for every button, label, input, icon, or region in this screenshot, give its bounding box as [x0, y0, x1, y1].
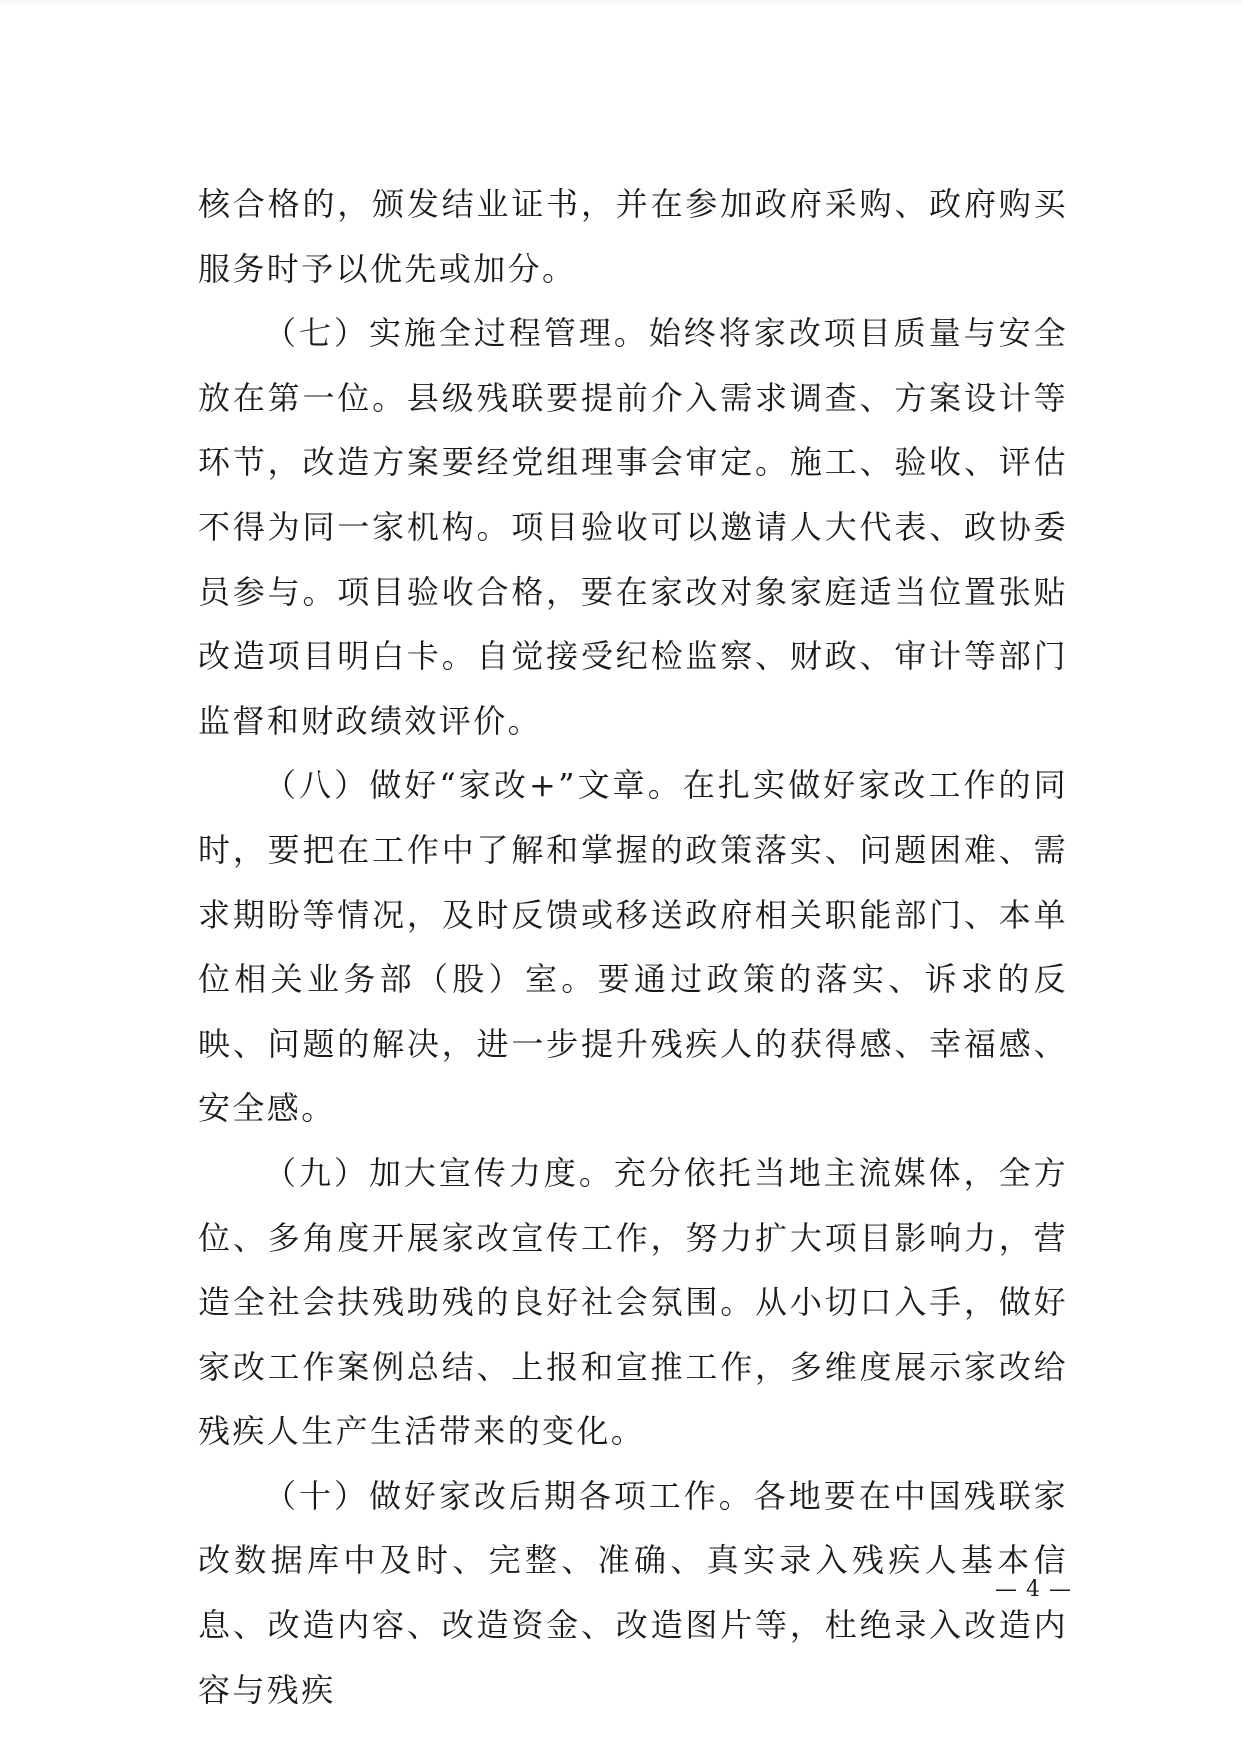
- paragraph-section-7: （七）实施全过程管理。始终将家改项目质量与安全放在第一位。县级残联要提前介入需求调查、方案设计等环节，改造方案要经党组理事会审定。施工、验收、评估不得为同一家机构。项目验收可以邀请人大代表、政协委员参与。项目验收合格，要在家改对象家庭适当位置张贴改造项目明白卡。自觉接受纪检监察、财政、审计等部门监督和财政绩效评价。: [198, 314, 1068, 740]
- paragraph-section-8: （八）做好“家改+”文章。在扎实做好家改工作的同时，要把在工作中了解和掌握的政策落实、问题困难、需求期盼等情况，及时反馈或移送政府相关职能部门、本单位相关业务部（股）室。要通过政策的落实、诉求的反映、问题的解决，进一步提升残疾人的获得感、幸福感、安全感。: [198, 766, 1068, 1128]
- page-number: — 4 —: [995, 1577, 1072, 1602]
- scan-edge: [0, 0, 1242, 6]
- paragraph-continuation: 核合格的，颁发结业证书，并在参加政府采购、政府购买服务时予以优先或加分。: [198, 185, 1068, 288]
- paragraph-section-9: （九）加大宣传力度。充分依托当地主流媒体，全方位、多角度开展家改宣传工作，努力扩大项目影响力，营造全社会扶残助残的良好社会氛围。从小切口入手，做好家改工作案例总结、上报和宣推工作，多维度展示家改给残疾人生产生活带来的变化。: [198, 1153, 1068, 1451]
- body-text: [198, 172, 1068, 1722]
- paragraph-section-10: （十）做好家改后期各项工作。各地要在中国残联家改数据库中及时、完整、准确、真实录入残疾人基本信息、改造内容、改造资金、改造图片等，杜绝录入改造内容与残疾: [198, 1476, 1068, 1709]
